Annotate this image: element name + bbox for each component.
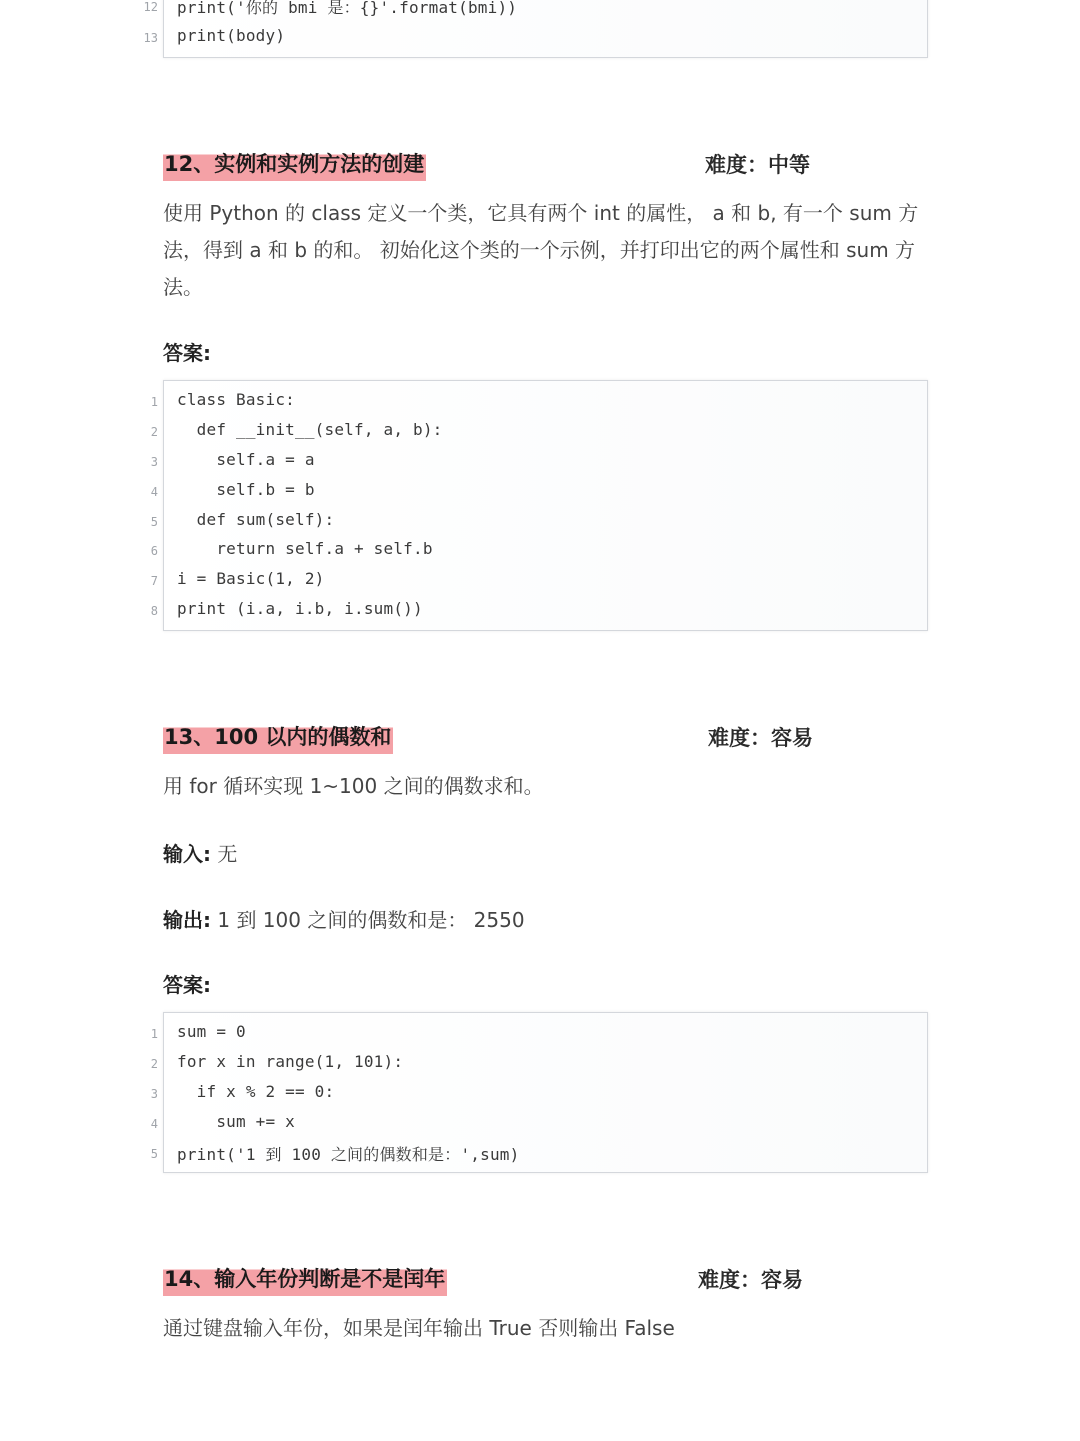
code-text: def __init__(self, a, b):	[177, 420, 443, 439]
line-number: 1	[150, 395, 158, 409]
line-number: 5	[150, 515, 158, 529]
line-number: 6	[150, 544, 158, 558]
line-number: 13	[143, 31, 158, 45]
code-line	[150, 417, 927, 447]
code-text: return self.a + self.b	[177, 539, 433, 558]
section-13-input	[163, 838, 237, 867]
code-text: print('你的 bmi 是：{}'.format(bmi))	[177, 0, 518, 17]
line-number: 2	[150, 1057, 158, 1071]
input-value: 无	[211, 842, 238, 866]
code-line	[143, 23, 927, 53]
code-line	[150, 536, 927, 566]
line-number: 3	[150, 455, 158, 469]
code-text: print(body)	[177, 26, 286, 45]
code-line	[150, 477, 927, 507]
code-line	[150, 1139, 927, 1169]
code-text: self.b = b	[177, 480, 315, 499]
line-number: 8	[150, 604, 158, 618]
code-text: i = Basic(1, 2)	[177, 569, 325, 588]
section-14-title: 14、输入年份判断是不是闰年	[163, 1262, 447, 1296]
code-line	[150, 566, 927, 596]
code-text: self.a = a	[177, 450, 315, 469]
section-13-difficulty: 难度：容易	[708, 726, 813, 750]
line-number: 3	[150, 1087, 158, 1101]
code-line	[150, 447, 927, 477]
section-13-answer-label: 答案:	[163, 973, 211, 997]
code-line	[150, 507, 927, 537]
code-text: print('1 到 100 之间的偶数和是：',sum)	[177, 1145, 520, 1164]
section-13-title: 13、100 以内的偶数和	[163, 720, 393, 754]
line-number: 5	[150, 1147, 158, 1161]
line-number: 4	[150, 485, 158, 499]
section-12-difficulty: 难度：中等	[705, 153, 810, 177]
code-text: if x % 2 == 0:	[177, 1082, 335, 1101]
line-number: 12	[143, 0, 158, 14]
line-number: 7	[150, 574, 158, 588]
code-line	[150, 1049, 927, 1079]
code-text: for x in range(1, 101):	[177, 1052, 404, 1071]
code-line	[150, 596, 927, 626]
code-text: class Basic:	[177, 390, 295, 409]
output-label: 输出:	[163, 908, 211, 932]
line-number: 4	[150, 1117, 158, 1131]
section-12-answer-label: 答案:	[163, 341, 211, 365]
code-line	[150, 387, 927, 417]
line-number: 1	[150, 1027, 158, 1041]
section-12-title: 12、实例和实例方法的创建	[163, 147, 426, 181]
code-line	[150, 1109, 927, 1139]
code-line	[150, 1079, 927, 1109]
code-text: print (i.a, i.b, i.sum())	[177, 599, 423, 618]
section-12-code-block	[150, 380, 928, 631]
code-block-prev	[143, 0, 928, 58]
code-text: sum += x	[177, 1112, 295, 1131]
output-value: 1 到 100 之间的偶数和是： 2550	[211, 908, 525, 932]
code-text: def sum(self):	[177, 510, 335, 529]
section-13-code-block	[150, 1012, 928, 1173]
line-number: 2	[150, 425, 158, 439]
section-13-description: 用 for 循环实现 1~100 之间的偶数求和。	[163, 774, 544, 798]
code-text: sum = 0	[177, 1022, 246, 1041]
input-label: 输入:	[163, 842, 211, 866]
code-line	[150, 1019, 927, 1049]
section-12-description: 使用 Python 的 class 定义一个类，它具有两个 int 的属性， a 和 b, 有一个 sum 方法，得到 a 和 b 的和。 初始化这个类的一个示例，并打印出它的两个属性和 sum 方法。	[163, 201, 919, 299]
section-14-description: 通过键盘输入年份，如果是闰年输出 True 否则输出 False	[163, 1316, 675, 1340]
code-line	[143, 0, 927, 22]
section-14-difficulty: 难度：容易	[698, 1268, 803, 1292]
section-13-output	[163, 904, 525, 933]
